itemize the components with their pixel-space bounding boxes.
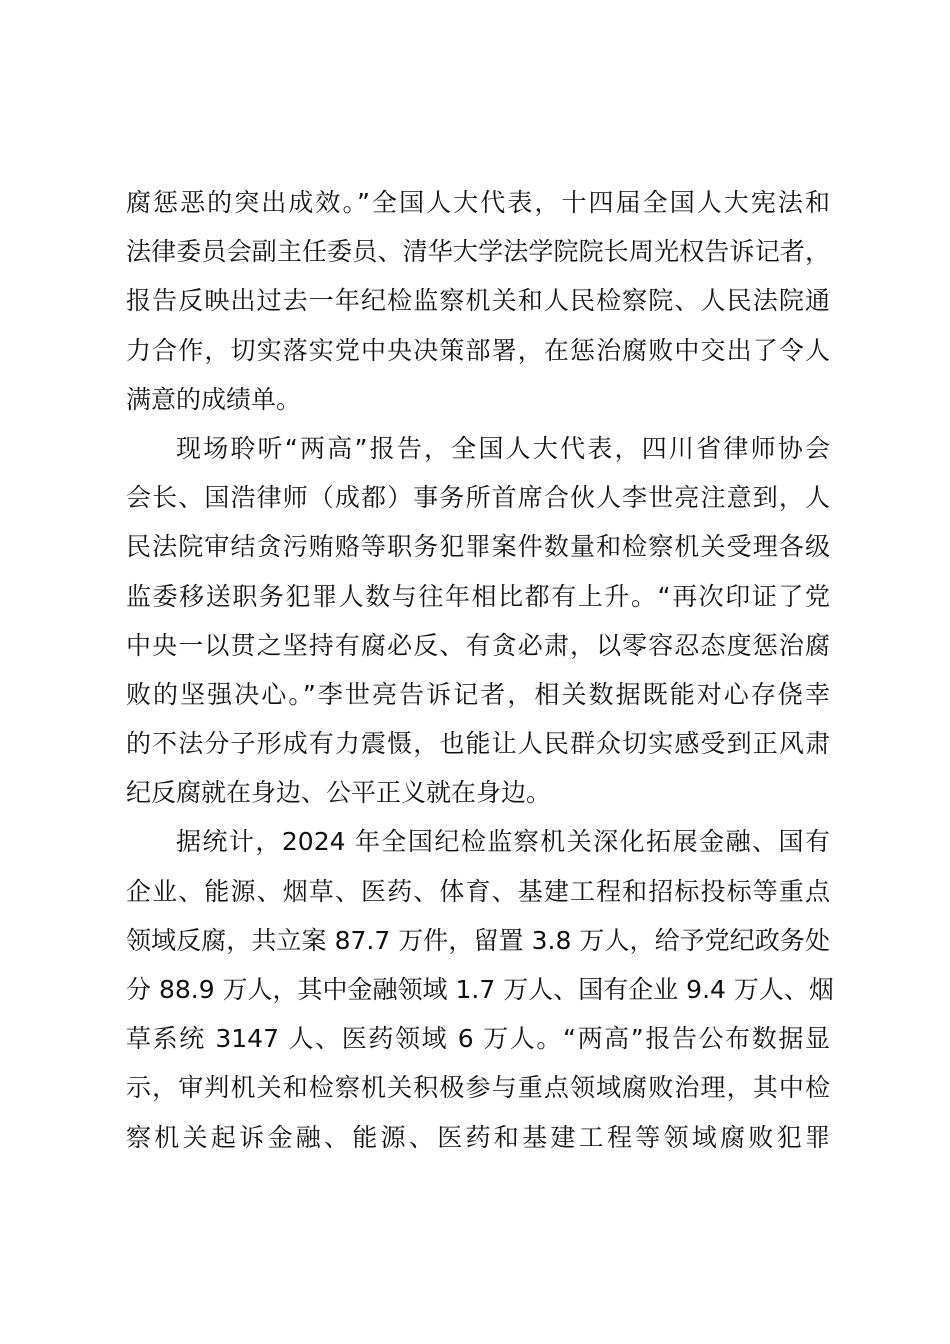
text-line: 分 88.9 万人，其中金融领域 1.7 万人、国有企业 9.4 万人、烟 (126, 975, 834, 1004)
paragraph-2 (126, 424, 830, 818)
text-line: 败的坚强决心。”李世亮告诉记者，相关数据既能对心存侥幸 (126, 679, 830, 709)
text-line: 会长、国浩律师（成都）事务所首席合伙人李世亮注意到，人 (126, 483, 830, 513)
text-line: 纪反腐就在身边、公平正义就在身边。 (126, 778, 552, 808)
text-line: 据统计，2024 年全国纪检监察机关深化拓展金融、国有 (176, 827, 830, 857)
text-line: 力合作，切实落实党中央决策部署，在惩治腐败中交出了令人 (126, 335, 830, 365)
text-line: 腐惩恶的突出成效。”全国人大代表，十四届全国人大宪法和 (126, 188, 830, 217)
text-line: 的不法分子形成有力震慑，也能让人民群众切实感受到正风肃 (126, 729, 830, 759)
text-line: 中央一以贯之坚持有腐必反、有贪必肃，以零容忍态度惩治腐 (126, 630, 830, 660)
paragraph-3 (126, 817, 834, 1161)
text-line: 示，审判机关和检察机关积极参与重点领域腐败治理，其中检 (126, 1073, 830, 1103)
text-line: 领域反腐，共立案 87.7 万件，留置 3.8 万人，给予党纪政务处 (126, 925, 830, 955)
text-line: 草系统 3147 人、医药领域 6 万人。“两高”报告公布数据显 (126, 1024, 830, 1054)
text-line: 监委移送职务犯罪人数与往年相比都有上升。“再次印证了党 (126, 581, 830, 611)
text-line: 报告反映出过去一年纪检监察机关和人民检察院、人民法院通 (126, 286, 830, 316)
text-line: 现场聆听“两高”报告，全国人大代表，四川省律师协会 (176, 433, 830, 463)
text-line: 法律委员会副主任委员、清华大学法学院院长周光权告诉记者， (126, 237, 830, 267)
text-line: 企业、能源、烟草、医药、体育、基建工程和招标投标等重点 (126, 876, 830, 906)
text-line: 民法院审结贪污贿赂等职务犯罪案件数量和检察机关受理各级 (126, 532, 830, 562)
text-line: 满意的成绩单。 (126, 384, 302, 414)
paragraph-1 (126, 178, 830, 424)
text-line: 察机关起诉金融、能源、医药和基建工程等领域腐败犯罪 (126, 1122, 830, 1152)
document-body (126, 178, 834, 1162)
